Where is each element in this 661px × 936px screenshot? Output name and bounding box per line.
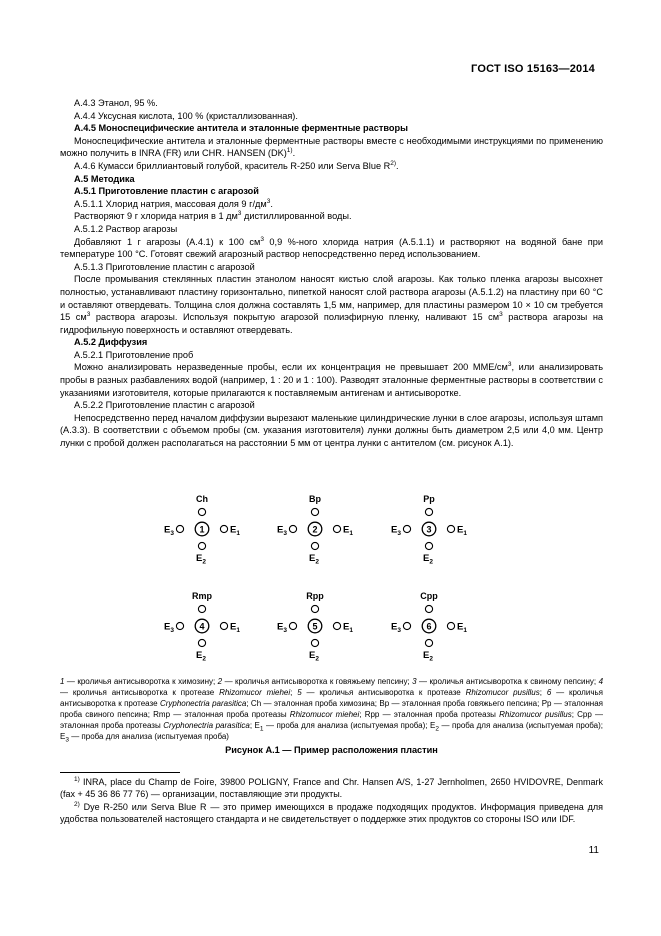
paragraph-a512-text: Добавляют 1 г агарозы (А.4.1) к 100 $см^3$ 0,9 %-ного хлорида натрия (А.5.1.1) и растворяют на водяной бане при температуре 100 °С. Готовят свежий агарозный раствор непосредственно перед использованием. (60, 235, 603, 260)
sample-well-right (220, 525, 227, 532)
e1-label: $E_1$ (457, 621, 467, 634)
sample-well-top (198, 605, 205, 612)
e2-label: $E_2$ (196, 553, 206, 566)
e2-label: $E_2$ (423, 650, 433, 663)
reference-sample-label: Cpp (420, 591, 438, 601)
paragraph-a522-text: Непосредственно перед началом диффузии вырезают маленькие цилиндрические лунки в слое агарозы, используя штамп (А.3.3). В соответствии с объемом пробы (см. указания изготовителя) лунки должны быть диаметром 2,5 или 4,0 мм. Центр лунки с пробой должен располагаться на расстоянии 5 мм от центра лунки с антителом (см. рисунок А.1). (60, 412, 603, 449)
sample-well-right (333, 622, 340, 629)
figure-legend: 1 — кроличья антисыворотка к химозину; 2 — кроличья антисыворотка к говяжьему пепсину; 3 — кроличья антисыворотка к свиному пепсину; 4 — кроличья антисыворотка к протеазе Rhizomucor miehei; 5 — кроличья антисыворотка к протеазе Rhizomucor pusillus; 6 — кроличья антисыворотка к протеазе Cryphonectria parasitica; Ch — эталонная проба химозина; Bp — эталонная проба говяжьего пепсина; Pp — эталонная проба свиного пепсина; Rmp — эталонная проба протеазы Rhizomucor miehei; Rpp — эталонная проба протеазы Rhizomucor pusillus; Cpp — эталонная проба протеазы Cryphonectria parasitica; $E_1$ — проба для анализа (испытуемая проба); $E_2$ — проба для анализа (испытуемая проба); $E_3$ — проба для анализа (испытуемая проба) (60, 677, 604, 744)
reference-sample-label: Bp (309, 494, 321, 504)
sample-well-bottom (425, 639, 432, 646)
e1-label: $E_1$ (230, 621, 240, 634)
paragraph-a511-text: Растворяют 9 г хлорида натрия в 1 $дм^3$ дистиллированной воды. (74, 210, 352, 222)
footnote-separator (60, 772, 180, 773)
e3-label: $E_3$ (277, 524, 287, 537)
sample-well-right (447, 622, 454, 629)
antibody-well-number: 5 (312, 621, 318, 632)
reference-sample-label: Rmp (192, 591, 212, 601)
e3-label: $E_3$ (164, 621, 174, 634)
e2-label: $E_2$ (423, 553, 433, 566)
sample-well-top (425, 508, 432, 515)
footnotes (60, 776, 603, 826)
antibody-well-number: 4 (199, 621, 205, 632)
e2-label: $E_2$ (309, 553, 319, 566)
plate-layout-diagram (60, 484, 603, 664)
e1-label: $E_1$ (457, 524, 467, 537)
sample-well-left (403, 525, 410, 532)
heading-a51: А.5.1 Приготовление пластин с агарозой (74, 186, 259, 197)
heading-a52: А.5.2 Диффузия (74, 337, 148, 348)
page-number: 11 (588, 845, 599, 856)
paragraph-a46: А.4.6 Кумасси бриллиантовый голубой, краситель R-250 или Serva Blue $R^{2)}$. (74, 159, 399, 171)
sample-well-top (425, 605, 432, 612)
heading-a45: А.4.5 Моноспецифические антитела и эталонные ферментные растворы (74, 123, 408, 134)
footnote-1: $^{1)}$ INRA, place du Champ de Foire, 39800 POLIGNY, France and Chr. Hansen A/S, 1-27 Jernholmen, 2650 HVIDOVRE, Denmark (fax + 45 36 86 77 76) — организации, поставляющие эти продукты. (60, 776, 603, 800)
e3-label: $E_3$ (164, 524, 174, 537)
e3-label: $E_3$ (277, 621, 287, 634)
paragraph-a43: А.4.3 Этанол, 95 %. (74, 98, 158, 108)
paragraph-a511: А.5.1.1 Хлорид натрия, массовая доля 9 $г/дм^3$. (74, 197, 273, 209)
paragraph-a513: А.5.1.3 Приготовление пластин с агарозой (74, 261, 255, 272)
heading-a5: А.5 Методика (74, 173, 135, 184)
paragraph-a512: А.5.1.2 Раствор агарозы (74, 223, 178, 234)
paragraph-a513-text: После промывания стеклянных пластин этанолом наносят кистью слой агарозы. Как только пленка агарозы высохнет полностью, устанавливают пластину горизонтально, пипеткой наносят слой раствора агарозы (А.5.1.2) на пластину при 60 °С и оставляют отвердевать. Толщина слоя должна составлять 1,5 мм, например, для пластины размером 10 × 10 см требуется 15 $см^3$ раствора агарозы. Используя покрытую агарозой полиэфирную пленку, наливают 15 $см^3$ раствора агарозы на гидрофильную поверхность и оставляют отвердевать. (60, 274, 604, 335)
e1-label: $E_1$ (343, 621, 353, 634)
sample-well-bottom (311, 542, 318, 549)
document-body (60, 97, 603, 450)
sample-well-right (220, 622, 227, 629)
reference-sample-label: Ch (196, 494, 208, 504)
sample-well-bottom (425, 542, 432, 549)
e3-label: $E_3$ (391, 524, 401, 537)
paragraph-a522: А.5.2.2 Приготовление пластин с агарозой (74, 400, 255, 411)
sample-well-left (176, 622, 183, 629)
sample-well-bottom (198, 639, 205, 646)
sample-well-left (289, 622, 296, 629)
footnote-2: $^{2)}$ Dye R-250 или Serva Blue R — это пример имеющихся в продаже подходящих продуктов. Информация приведена для удобства пользователей настоящего стандарта и не свидетельствует о поддержке этих продуктов со стороны ISO или IDF. (60, 800, 603, 825)
paragraph-a44: А.4.4 Уксусная кислота, 100 % (кристаллизованная). (74, 110, 298, 121)
reference-sample-label: Pp (423, 494, 435, 504)
sample-well-top (311, 605, 318, 612)
paragraph-a521: А.5.2.1 Приготовление проб (74, 349, 194, 360)
sample-well-left (403, 622, 410, 629)
e2-label: $E_2$ (196, 650, 206, 663)
antibody-well-number: 2 (312, 524, 318, 535)
reference-sample-label: Rpp (306, 591, 324, 601)
sample-well-bottom (311, 639, 318, 646)
paragraph-a45: Моноспецифические антитела и эталонные ферментные растворы вместе с необходимыми инструкциями по применению можно получить в INRA (FR) или CHR. HANSEN (DK)$^{1)}$. (60, 135, 603, 159)
e1-label: $E_1$ (343, 524, 353, 537)
document-header: ГОСТ ISO 15163—2014 (471, 63, 595, 75)
sample-well-right (333, 525, 340, 532)
sample-well-top (198, 508, 205, 515)
antibody-well-number: 1 (199, 524, 205, 535)
antibody-well-number: 3 (426, 524, 432, 535)
sample-well-right (447, 525, 454, 532)
figure-plate-layout (60, 484, 603, 664)
e1-label: $E_1$ (230, 524, 240, 537)
sample-well-left (289, 525, 296, 532)
antibody-well-number: 6 (426, 621, 432, 632)
e3-label: $E_3$ (391, 621, 401, 634)
figure-title: Рисунок А.1 — Пример расположения пластин (225, 745, 438, 755)
paragraph-a521-text: Можно анализировать неразведенные пробы, если их концентрация не превышает 200 ММЕ/$см^3$, или анализировать пробы в разных разбавлениях водой (например, 1 : 20 и 1 : 100). Разводят эталонные ферментные растворы в соответствии с указаниями изготовителя, которые прилагаются к поставляемым антигенам и антисывороткe. (60, 361, 603, 398)
e2-label: $E_2$ (309, 650, 319, 663)
sample-well-top (311, 508, 318, 515)
sample-well-bottom (198, 542, 205, 549)
sample-well-left (176, 525, 183, 532)
